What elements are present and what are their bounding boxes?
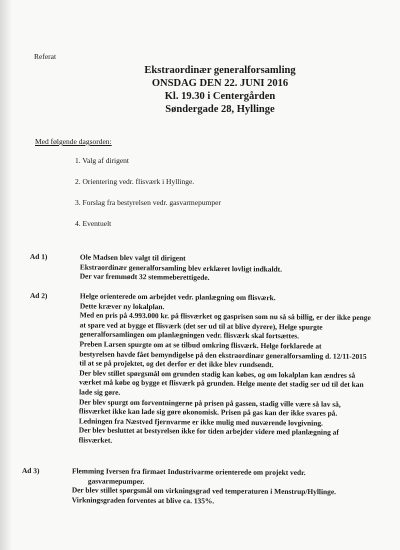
meeting-address: Søndergade 28, Hyllinge [165, 104, 275, 115]
minutes-line: gasvarmepumper. [87, 476, 145, 486]
section-body [79, 291, 392, 447]
agenda-item: 2. Orientering vedr. flisværk i Hyllinge. [75, 177, 195, 186]
minutes-line: Flemming Iversen fra firmaet Industrivarme orienterede om projekt vedr. [71, 466, 306, 477]
meeting-title-block [120, 64, 320, 116]
minutes-line: Der blev spurgt om forventningerne på prisen på gassen, stadig ville være så lav så, [78, 396, 341, 409]
agenda-list [75, 156, 221, 240]
minutes-line: Der blev besluttet at bestyrelsen ikke for tiden arbejder videre med planlægning af [78, 425, 339, 438]
agenda-item: 4. Eventuelt [75, 219, 112, 228]
section-body [72, 466, 384, 507]
section-label: Ad 3) [21, 466, 40, 476]
section-label: Ad 2) [29, 291, 48, 301]
agenda-item: 3. Forslag fra bestyrelsen vedr. gasvarmepumper [75, 198, 221, 207]
section-label: Ad 1) [29, 252, 48, 262]
minutes-line: Ekstraordinær generalforsamling blev erklæret lovligt indkaldt. [79, 262, 283, 274]
minutes-line: Med en pris på 4.993.000 kr. på flisværket og gasprisen som nu så så billig, er der ikke penge [79, 310, 371, 323]
section-body [80, 253, 392, 285]
minutes-line: Ledningen fra Næstved fjernvarme er ikke mulig med nuværende lovgivning. [78, 416, 323, 428]
minutes-line: flisværket. [78, 435, 113, 445]
scan-edge-shadow [0, 0, 12, 550]
agenda-heading: Med følgende dagsorden: [35, 137, 112, 146]
minutes-line: værket må købe og bygge et flisværk på grunden. Helge mente det stadig ser ud til det kan [79, 377, 364, 390]
document-type-label: Referat [34, 52, 57, 61]
agenda-item: 1. Valg af dirigent [75, 156, 130, 165]
minutes-line: til at se på projektet, og det derfor er det ikke blev rundsendt. [79, 358, 274, 370]
minutes-line: Der blev stillet spørgsmål om grunden stadig kan købes, og om lokalplan kan ændres så [79, 368, 356, 380]
minutes-line: Virkningsgraden forventes at blive ca. 135%. [71, 495, 215, 506]
minutes-line: Preben Larsen spurgte om at se tilbud omkring flisværk. Helge forklarede at [79, 339, 322, 351]
meeting-title: Ekstraordinær generalforsamling [144, 65, 296, 76]
minutes-line: Der var fremmødt 32 stemmeberettigede. [79, 271, 210, 283]
minutes-line: Der blev stillet spørgsmål om virkningsgrad ved temperaturen i Menstrup/Hyllinge. [71, 485, 336, 497]
minutes-line: generalforsamlingen om planlægningen vedr. flisværk skal fortsættes. [79, 329, 300, 341]
minutes-line: Ole Madsen blev valgt til dirigent [79, 252, 186, 263]
minutes-line: at spare ved at bygge et flisværk (det ser ud til at blive dyrere), Helge spurgte [79, 320, 323, 332]
meeting-time-place: Kl. 19.30 i Centergården [164, 91, 276, 102]
minutes-line: flisværket ikke kan lade sig gøre økonomisk. Prisen på gas kan der ikke svares på. [78, 406, 338, 418]
minutes-line: bestyrelsen havde fået bemyndigelse på den ekstraordinær generalforsamling d. 12/11-2015 [79, 348, 367, 361]
meeting-date: ONSDAG DEN 22. JUNI 2016 [151, 78, 289, 89]
minutes-line: Helge orienterede om arbejdet vedr. planlægning om flisværk. [79, 291, 276, 303]
minutes-line: lade sig gøre. [79, 387, 121, 397]
minutes-line: Dette kræver ny lokalplan. [79, 301, 165, 311]
